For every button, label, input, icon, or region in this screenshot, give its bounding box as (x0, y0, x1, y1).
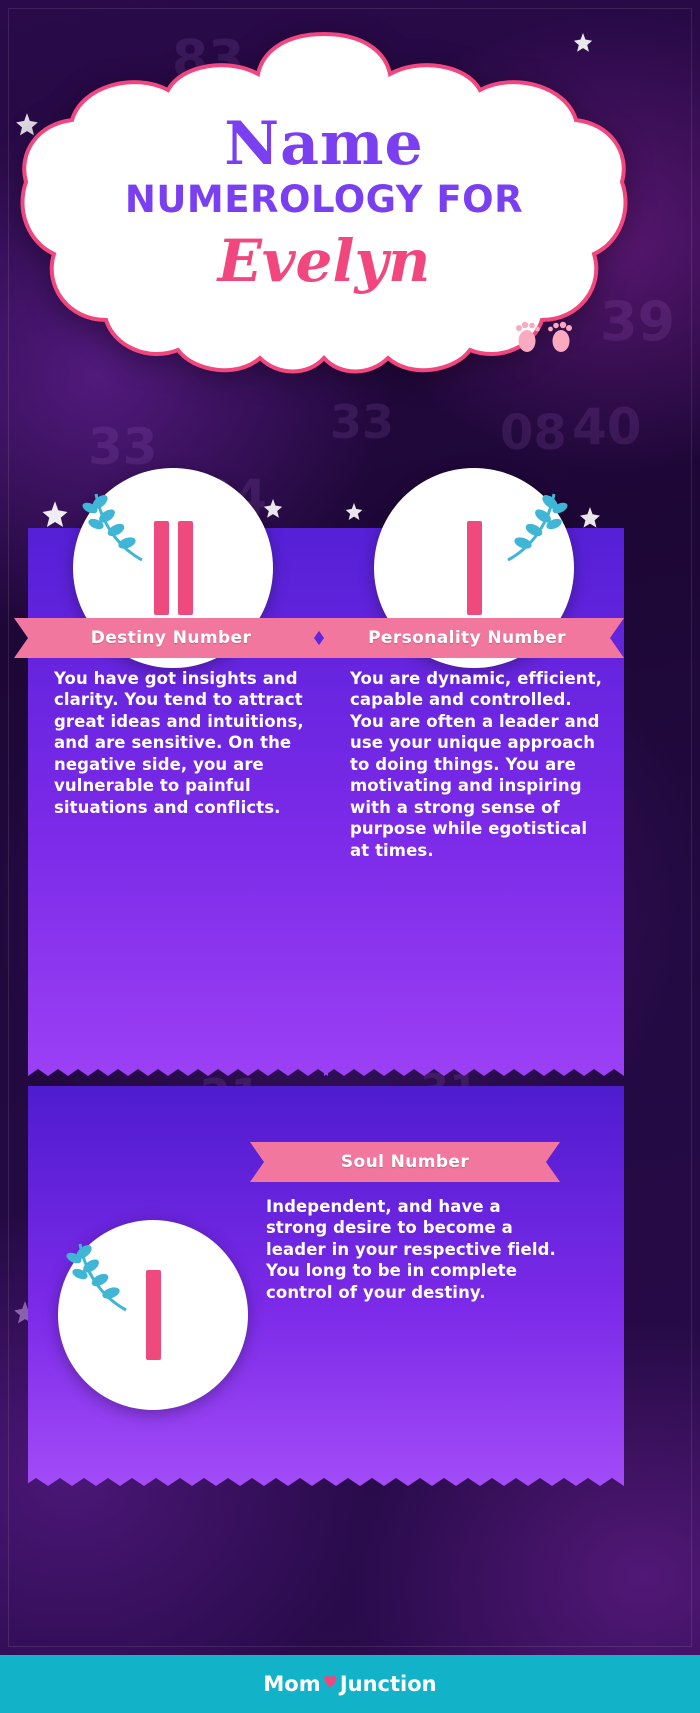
star-icon (40, 500, 70, 530)
personality-ribbon (310, 618, 624, 658)
brand-logo[interactable] (263, 1672, 436, 1696)
background-number: 33 (330, 395, 395, 449)
laurel-icon (64, 1236, 134, 1316)
baby-footprints-icon (514, 320, 574, 354)
destiny-ribbon (14, 618, 328, 658)
page-title-name: Name (224, 109, 424, 180)
background-number: 40 (572, 398, 642, 456)
background-number: 33 (88, 418, 158, 476)
card-destiny (28, 528, 328, 1076)
soul-description: Independent, and have a strong desire to become a leader in your respective field. You long to be in complete control of your destiny. (266, 1197, 556, 1302)
footprint-left-icon (514, 320, 542, 354)
destiny-ribbon-label: Destiny Number (90, 628, 252, 648)
personality-numeral (467, 521, 482, 615)
card-personality (324, 528, 624, 1076)
background-number: 83 (172, 30, 245, 90)
personality-description: You are dynamic, efficient, capable and controlled. You are often a leader and use your unique approach to doing things. You are motivating and inspiring with a strong sense of purpose while egotistical at times. (350, 669, 602, 860)
background-number: 39 (600, 290, 676, 353)
page-title-person: Evelyn (217, 226, 431, 295)
soul-numeral (146, 1270, 161, 1360)
brand-text-junction: Junction (339, 1672, 437, 1696)
brand-text-mom: Mom (263, 1672, 321, 1696)
destiny-description: You have got insights and clarity. You tend to attract great ideas and intuitions, and are sensitive. On the negative side, you are vulnerable to painful situations and conflicts. (54, 669, 304, 817)
footprint-right-icon (546, 320, 574, 354)
footer-bar (0, 1655, 700, 1713)
card-soul (28, 1086, 624, 1486)
soul-ribbon (250, 1142, 560, 1182)
heart-icon: ♥ (322, 1673, 338, 1693)
star-icon (344, 502, 364, 522)
destiny-numeral (154, 521, 193, 615)
header-card (14, 28, 634, 378)
star-icon (578, 506, 602, 530)
soul-ribbon-label: Soul Number (340, 1152, 470, 1172)
page-title-subtitle: NUMEROLOGY FOR (124, 178, 524, 222)
laurel-icon (80, 486, 150, 566)
personality-ribbon-label: Personality Number (368, 628, 566, 648)
laurel-icon (500, 486, 570, 566)
background-number: 08 (500, 405, 567, 461)
star-icon (262, 498, 284, 520)
